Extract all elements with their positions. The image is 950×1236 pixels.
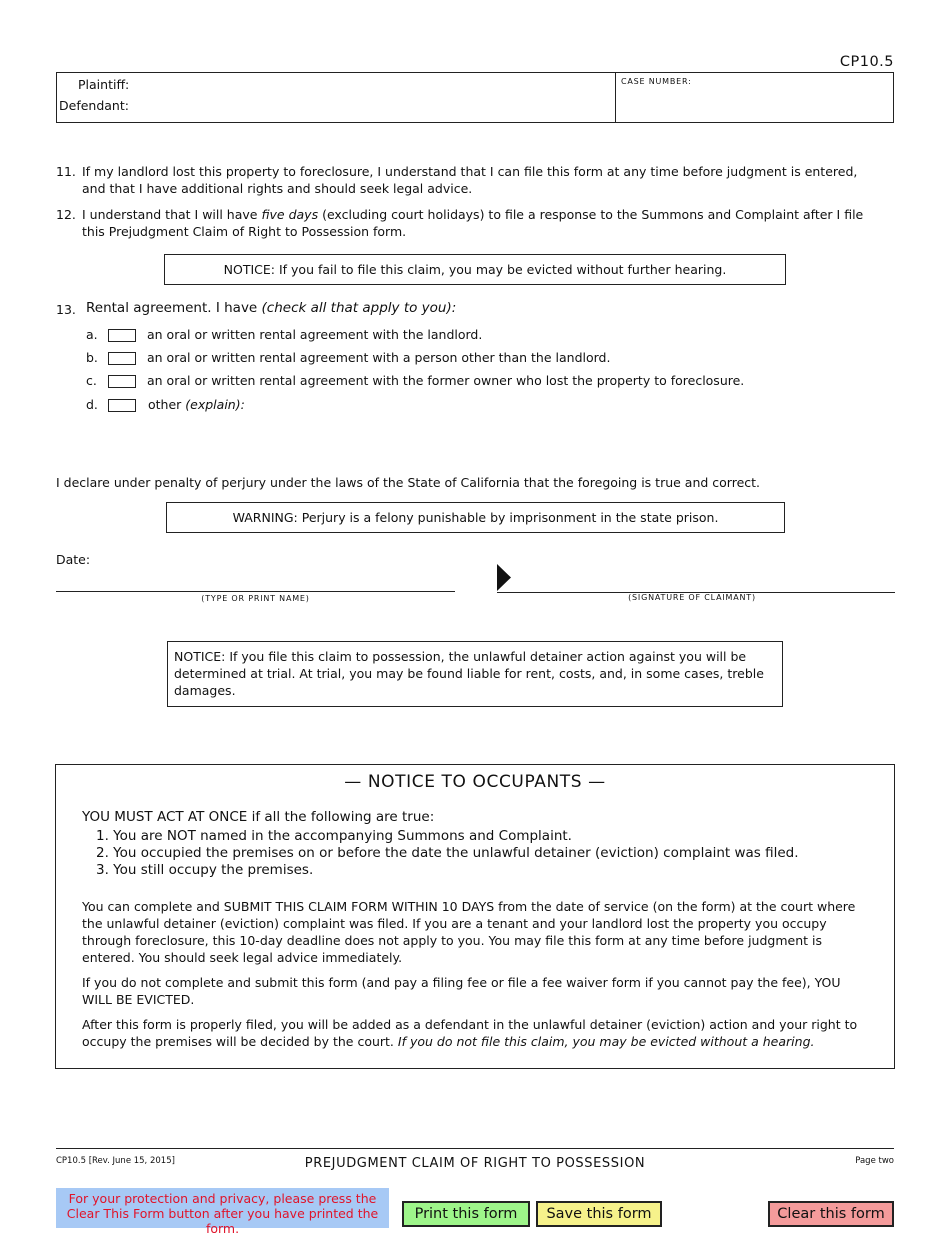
save-form-button[interactable]: Save this form — [536, 1201, 662, 1227]
item-number: 13. — [56, 302, 76, 317]
conditions-list — [82, 828, 862, 879]
form-title: PREJUDGMENT CLAIM OF RIGHT TO POSSESSION — [304, 1156, 646, 1171]
case-number-label: CASE NUMBER: — [621, 77, 692, 86]
option-a-checkbox[interactable] — [108, 329, 136, 342]
item-11 — [56, 163, 876, 197]
option-c-checkbox[interactable] — [108, 375, 136, 388]
footer-rule — [56, 1148, 894, 1149]
declaration: I declare under penalty of perjury under the laws of the State of California that the foregoing is true and correct. — [56, 475, 761, 490]
print-form-button[interactable]: Print this form — [402, 1201, 530, 1227]
signature-label: (SIGNATURE OF CLAIMANT) — [628, 593, 756, 602]
condition-item: 1. You are NOT named in the accompanying Summons and Complaint. — [96, 828, 572, 844]
rental-agreement-heading: Rental agreement. I have (check all that apply to you): — [86, 300, 457, 316]
item-text: If my landlord lost this property to foreclosure, I understand that I can file this form at any time before judgment is entered, and that I have additional rights and should seek legal advice. — [82, 164, 858, 196]
clear-form-button[interactable]: Clear this form — [768, 1201, 894, 1227]
occupants-title: — NOTICE TO OCCUPANTS — — [344, 772, 606, 792]
form-id: CP10.5 — [839, 54, 894, 70]
eviction-notice: NOTICE: If you fail to file this claim, you may be evicted without further hearing. — [164, 254, 786, 285]
occupants-lead: YOU MUST ACT AT ONCE if all the following are true: — [82, 809, 435, 825]
case-caption-box — [56, 72, 894, 123]
defendant-label: Defendant: — [59, 98, 129, 113]
date-label: Date: — [56, 552, 91, 567]
name-line[interactable] — [56, 591, 455, 592]
item-number: 11. — [56, 164, 76, 179]
condition-item: 3. You still occupy the premises. — [96, 862, 314, 878]
item-text: I understand that I will have five days (excluding court holidays) to file a response to the Summons and Complaint after I file this Prejudgment Claim of Right to Possession form. — [82, 207, 864, 239]
privacy-notice: For your protection and privacy, please press the Clear This Form button after you have printed the form. — [56, 1188, 389, 1228]
perjury-warning: WARNING: Perjury is a felony punishable by imprisonment in the state prison. — [166, 502, 785, 533]
parties-section — [57, 73, 616, 122]
trial-notice: NOTICE: If you file this claim to possession, the unlawful detainer action against you will be determined at trial. At trial, you may be found liable for rent, costs, and, in some cases, treble damages. — [167, 641, 783, 707]
signature-arrow-icon — [497, 564, 511, 591]
occupants-paragraph-3: After this form is properly filed, you will be added as a defendant in the unlawful detainer (eviction) action and your right to occupy the premises will be decided by the court. If you do not file this claim, you may be evicted without a hearing. — [82, 1017, 858, 1049]
occupants-paragraph-1: You can complete and SUBMIT THIS CLAIM FORM WITHIN 10 DAYS from the date of service (on the form) at the court where the unlawful detainer (eviction) complaint was filed. If you are a tenant and your landlord lost the property you occupy through foreclosure, this 10-day deadline does not apply to you. You may file this form at any time before judgment is entered. You should seek legal advice immediately. — [82, 899, 856, 965]
occupants-paragraph-2: If you do not complete and submit this form (and pay a filing fee or file a fee waiver form if you cannot pay the fee), YOU WILL BE EVICTED. — [82, 975, 841, 1007]
plaintiff-label: Plaintiff: — [78, 77, 130, 92]
notice-to-occupants — [55, 764, 895, 1069]
option-b-checkbox[interactable] — [108, 352, 136, 365]
occupants-body — [82, 809, 862, 1058]
option-d-checkbox[interactable] — [108, 399, 136, 412]
condition-item: 2. You occupied the premises on or before the date the unlawful detainer (eviction) complaint was filed. — [96, 845, 799, 861]
item-number: 12. — [56, 207, 76, 222]
page-number: Page two — [855, 1156, 894, 1166]
item-12 — [56, 206, 876, 240]
form-revision: CP10.5 [Rev. June 15, 2015] — [56, 1156, 175, 1166]
type-name-label: (TYPE OR PRINT NAME) — [201, 594, 310, 603]
